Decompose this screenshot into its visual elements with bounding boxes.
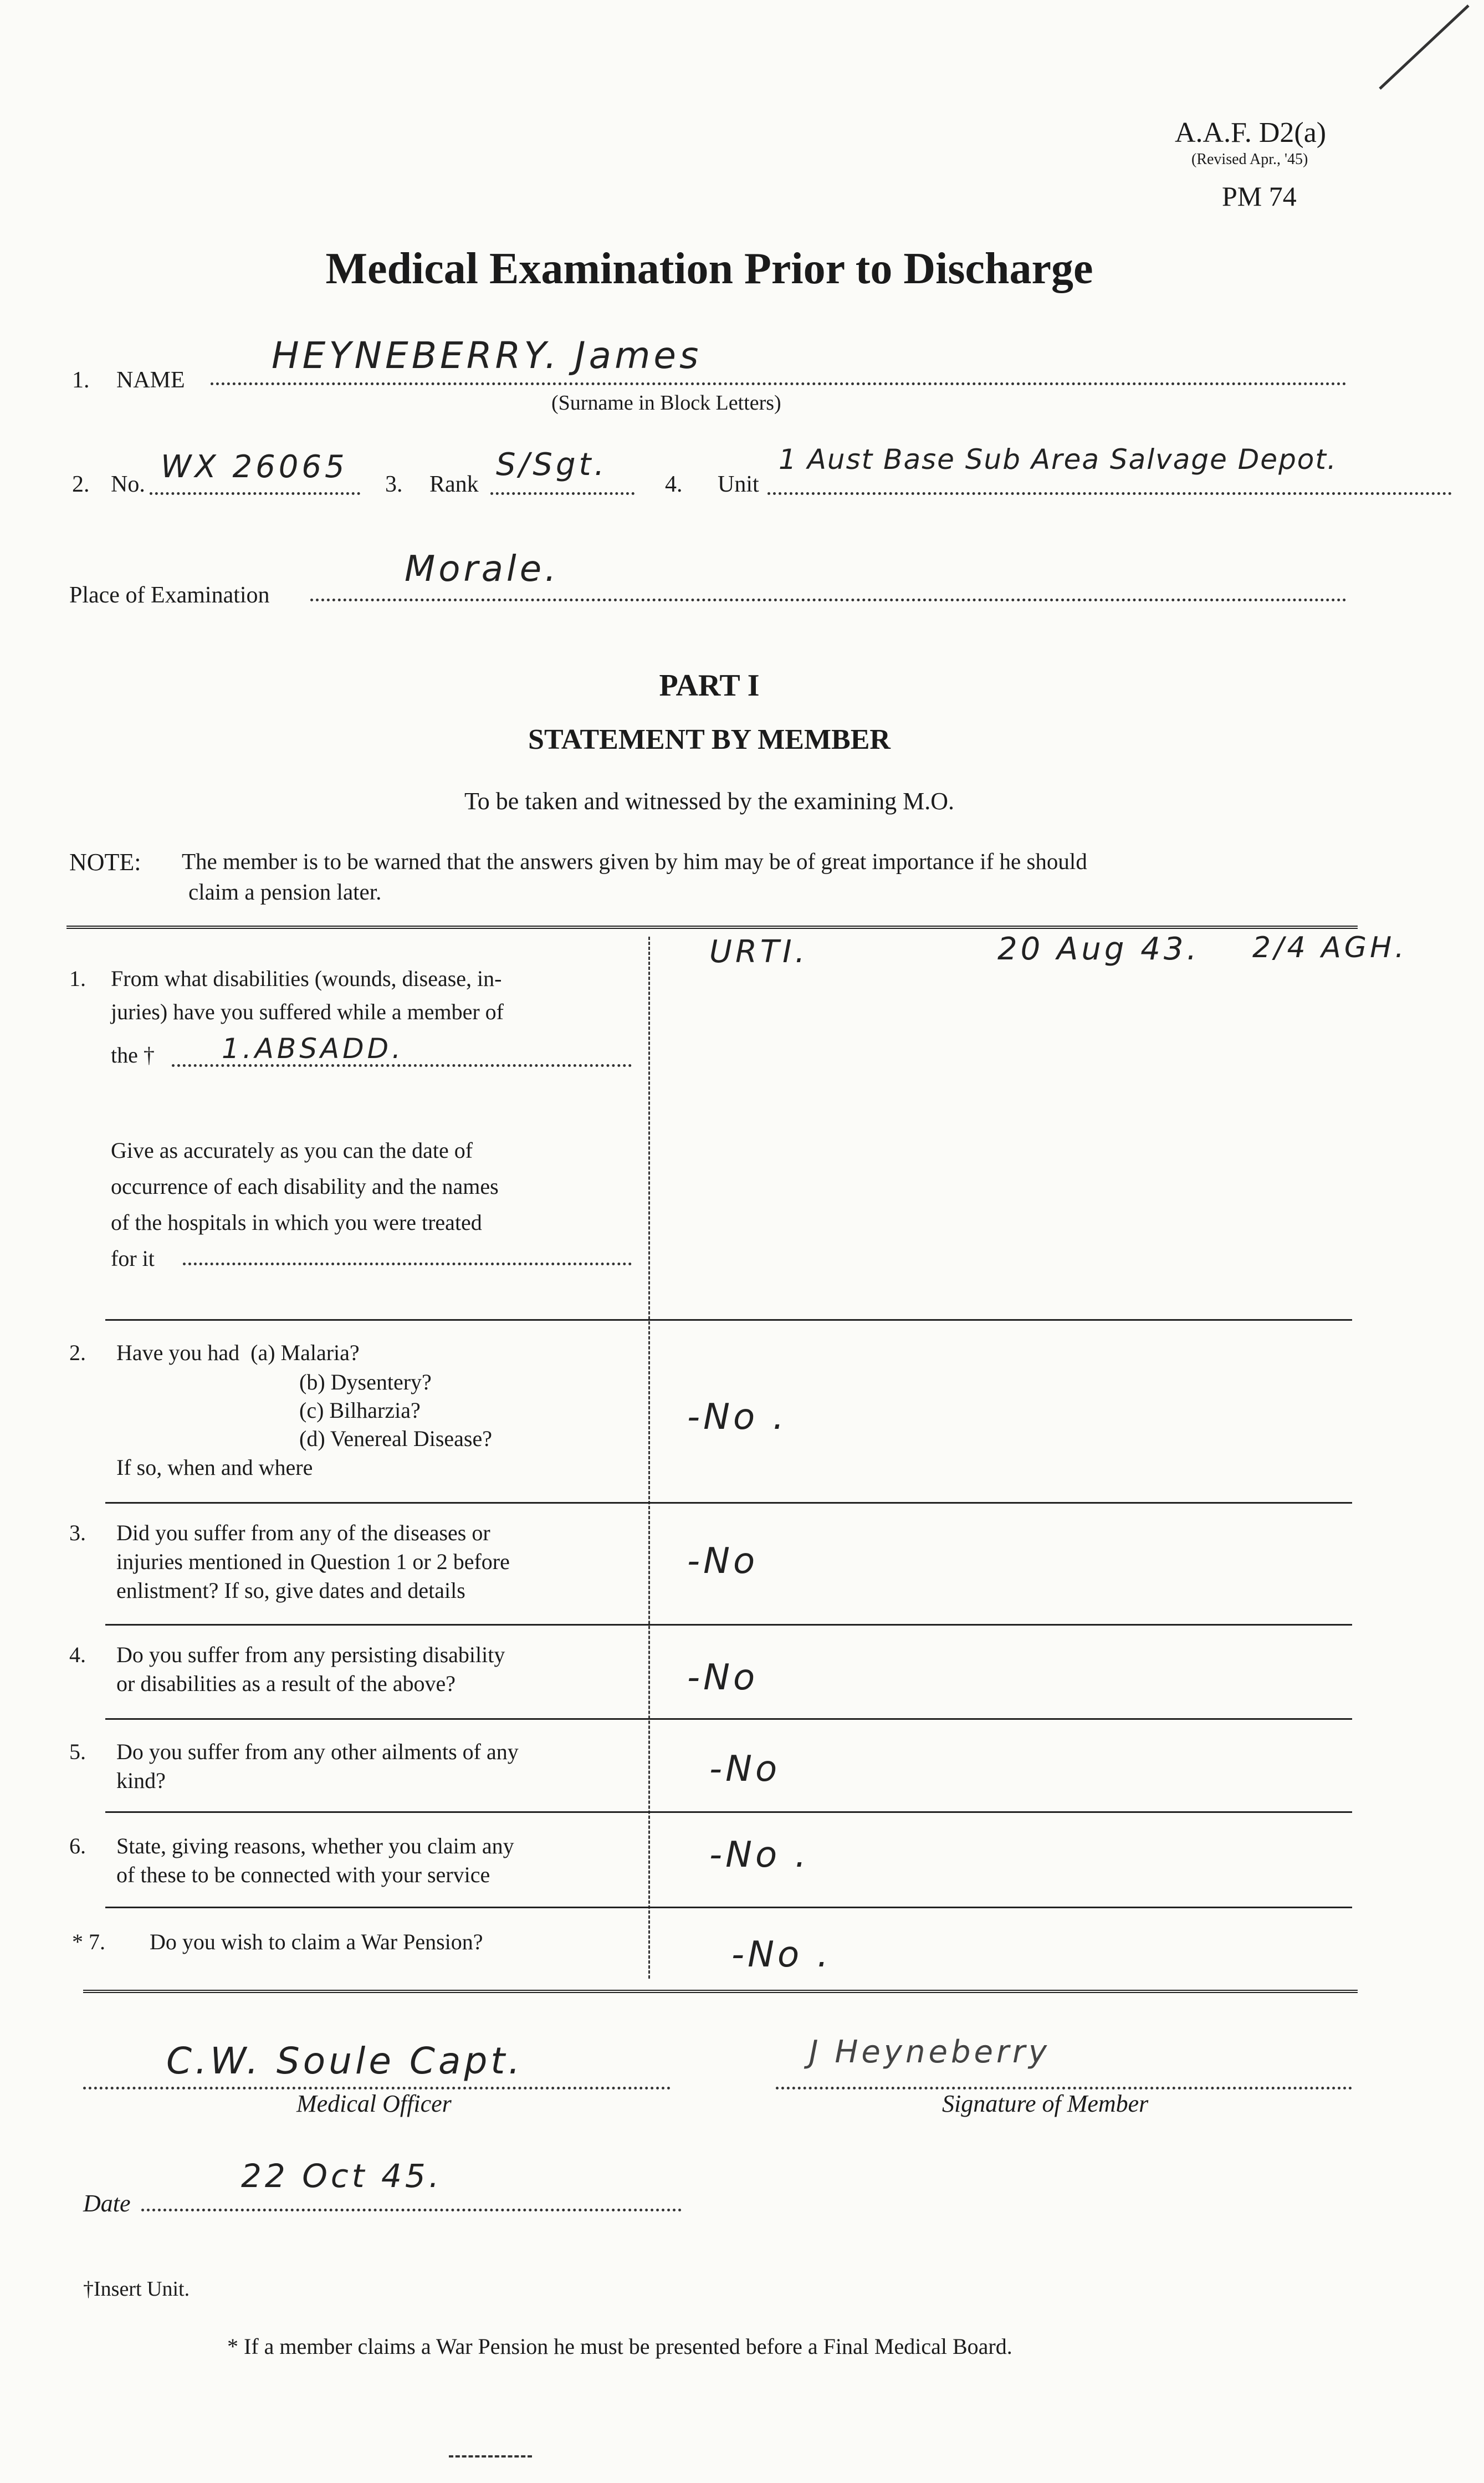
date-field[interactable] — [141, 2157, 682, 2211]
q3-line-2: injuries mentioned in Question 1 or 2 before — [116, 1549, 510, 1574]
q2-line-3: (c) Bilharzia? — [299, 1398, 421, 1423]
q6-rule — [105, 1907, 1352, 1908]
form-title: Medical Examination Prior to Discharge — [325, 244, 1093, 293]
q7-number: * 7. — [72, 1929, 105, 1954]
q1-rule — [105, 1319, 1352, 1321]
q2-number: 2. — [69, 1340, 86, 1365]
date-label: Date — [83, 2190, 131, 2217]
member-signature[interactable] — [776, 2034, 1352, 2089]
q1-line-7: for it — [111, 1246, 155, 1271]
unit-number: 4. — [665, 472, 683, 497]
medical-officer-label: Medical Officer — [296, 2090, 452, 2117]
q4-line-2: or disabilities as a result of the above? — [116, 1671, 456, 1696]
q1-unit-value: 1.ABSADD. — [222, 1033, 405, 1065]
q4-answer: -No — [687, 1657, 759, 1698]
name-hint: (Surname in Block Letters) — [551, 391, 781, 415]
rank-value: S/Sgt. — [496, 447, 608, 483]
form-code: A.A.F. D2(a) — [1175, 117, 1327, 149]
unit-field[interactable] — [767, 443, 1452, 495]
q5-number: 5. — [69, 1739, 86, 1764]
q3-line-3: enlistment? If so, give dates and details — [116, 1578, 465, 1603]
q1-line-6: of the hospitals in which you were treated — [111, 1210, 482, 1235]
q1-line-5: occurrence of each disability and the names — [111, 1174, 499, 1199]
q2-rule — [105, 1502, 1352, 1504]
q6-number: 6. — [69, 1833, 86, 1858]
table-bottom-rule — [83, 1990, 1358, 1993]
name-value: HEYNEBERRY. James — [272, 334, 702, 377]
place-value: Morale. — [405, 549, 560, 590]
pm-number: PM 74 — [1222, 181, 1297, 212]
unit-label: Unit — [718, 472, 759, 497]
q5-rule — [105, 1811, 1352, 1813]
q1-number: 1. — [69, 966, 86, 991]
part-instruction: To be taken and witnessed by the examining M.O. — [464, 788, 955, 815]
q2-line-5: If so, when and where — [116, 1455, 313, 1480]
member-signature-value: J Heyneberry — [809, 2034, 1051, 2070]
q6-line-1: State, giving reasons, whether you claim any — [116, 1833, 514, 1858]
q3-rule — [105, 1624, 1352, 1626]
name-field[interactable] — [211, 334, 1347, 385]
rank-field[interactable] — [490, 447, 634, 495]
q7-answer: -No . — [731, 1934, 832, 1975]
part-subheading: STATEMENT BY MEMBER — [528, 724, 891, 755]
q1-answer-date: 20 Aug 43. — [997, 931, 1200, 967]
q1-line-1: From what disabilities (wounds, disease, in- — [111, 966, 502, 991]
no-field[interactable] — [150, 449, 360, 495]
part-heading: PART I — [659, 668, 760, 703]
note-label: NOTE: — [69, 849, 141, 876]
date-value: 22 Oct 45. — [241, 2157, 443, 2195]
q5-line-1: Do you suffer from any other ailments of any — [116, 1739, 519, 1764]
q3-answer: -No — [687, 1541, 759, 1582]
q1-answer-hospital: 2/4 AGH. — [1252, 931, 1408, 964]
insert-unit-note: †Insert Unit. — [83, 2277, 190, 2301]
rank-number: 3. — [385, 472, 403, 497]
table-column-divider — [648, 937, 650, 1979]
q6-line-2: of these to be connected with your service — [116, 1862, 490, 1887]
medical-officer-signature[interactable] — [83, 2040, 671, 2089]
rank-label: Rank — [429, 472, 479, 497]
unit-value: 1 Aust Base Sub Area Salvage Depot. — [779, 443, 1337, 476]
q2-answer: -No . — [687, 1397, 787, 1438]
q1-unit-field[interactable] — [172, 1033, 632, 1067]
no-value: WX 26065 — [161, 449, 348, 485]
medical-officer-value: C.W. Soule Capt. — [166, 2040, 524, 2082]
q5-line-2: kind? — [116, 1768, 166, 1793]
q1-line-3-prefix: the † — [111, 1043, 155, 1067]
place-field[interactable] — [310, 549, 1347, 601]
note-line-2: claim a pension later. — [188, 879, 382, 905]
q7-line-1: Do you wish to claim a War Pension? — [150, 1929, 483, 1954]
q6-answer: -No . — [709, 1835, 810, 1876]
q3-line-1: Did you suffer from any of the diseases or — [116, 1520, 490, 1545]
q4-rule — [105, 1718, 1352, 1720]
place-label: Place of Examination — [69, 583, 270, 608]
note-line-1: The member is to be warned that the answers given by him may be of great importance if he should — [182, 849, 1087, 874]
member-signature-label: Signature of Member — [942, 2090, 1149, 2117]
q2-line-4: (d) Venereal Disease? — [299, 1426, 492, 1451]
no-number: 2. — [72, 472, 90, 497]
q4-number: 4. — [69, 1642, 86, 1667]
revised-date: (Revised Apr., '45) — [1191, 151, 1308, 168]
q1-leader — [183, 1263, 632, 1265]
q2-line-2: (b) Dysentery? — [299, 1370, 432, 1394]
q3-number: 3. — [69, 1520, 86, 1545]
name-number: 1. — [72, 367, 90, 393]
q2-line-1: Have you had (a) Malaria? — [116, 1340, 360, 1365]
q1-answer: URTI. — [709, 934, 808, 970]
table-top-rule — [66, 926, 1358, 929]
q5-answer: -No — [709, 1749, 781, 1790]
no-label: No. — [111, 472, 145, 497]
bottom-scan-mark — [449, 2455, 532, 2458]
q1-line-2: juries) have you suffered while a member of — [111, 999, 504, 1024]
corner-pen-stroke — [1374, 0, 1474, 94]
q4-line-1: Do you suffer from any persisting disability — [116, 1642, 505, 1667]
name-label: NAME — [116, 367, 185, 393]
war-pension-note: * If a member claims a War Pension he must be presented before a Final Medical Board. — [227, 2334, 1012, 2359]
q1-line-4: Give as accurately as you can the date of — [111, 1138, 473, 1163]
